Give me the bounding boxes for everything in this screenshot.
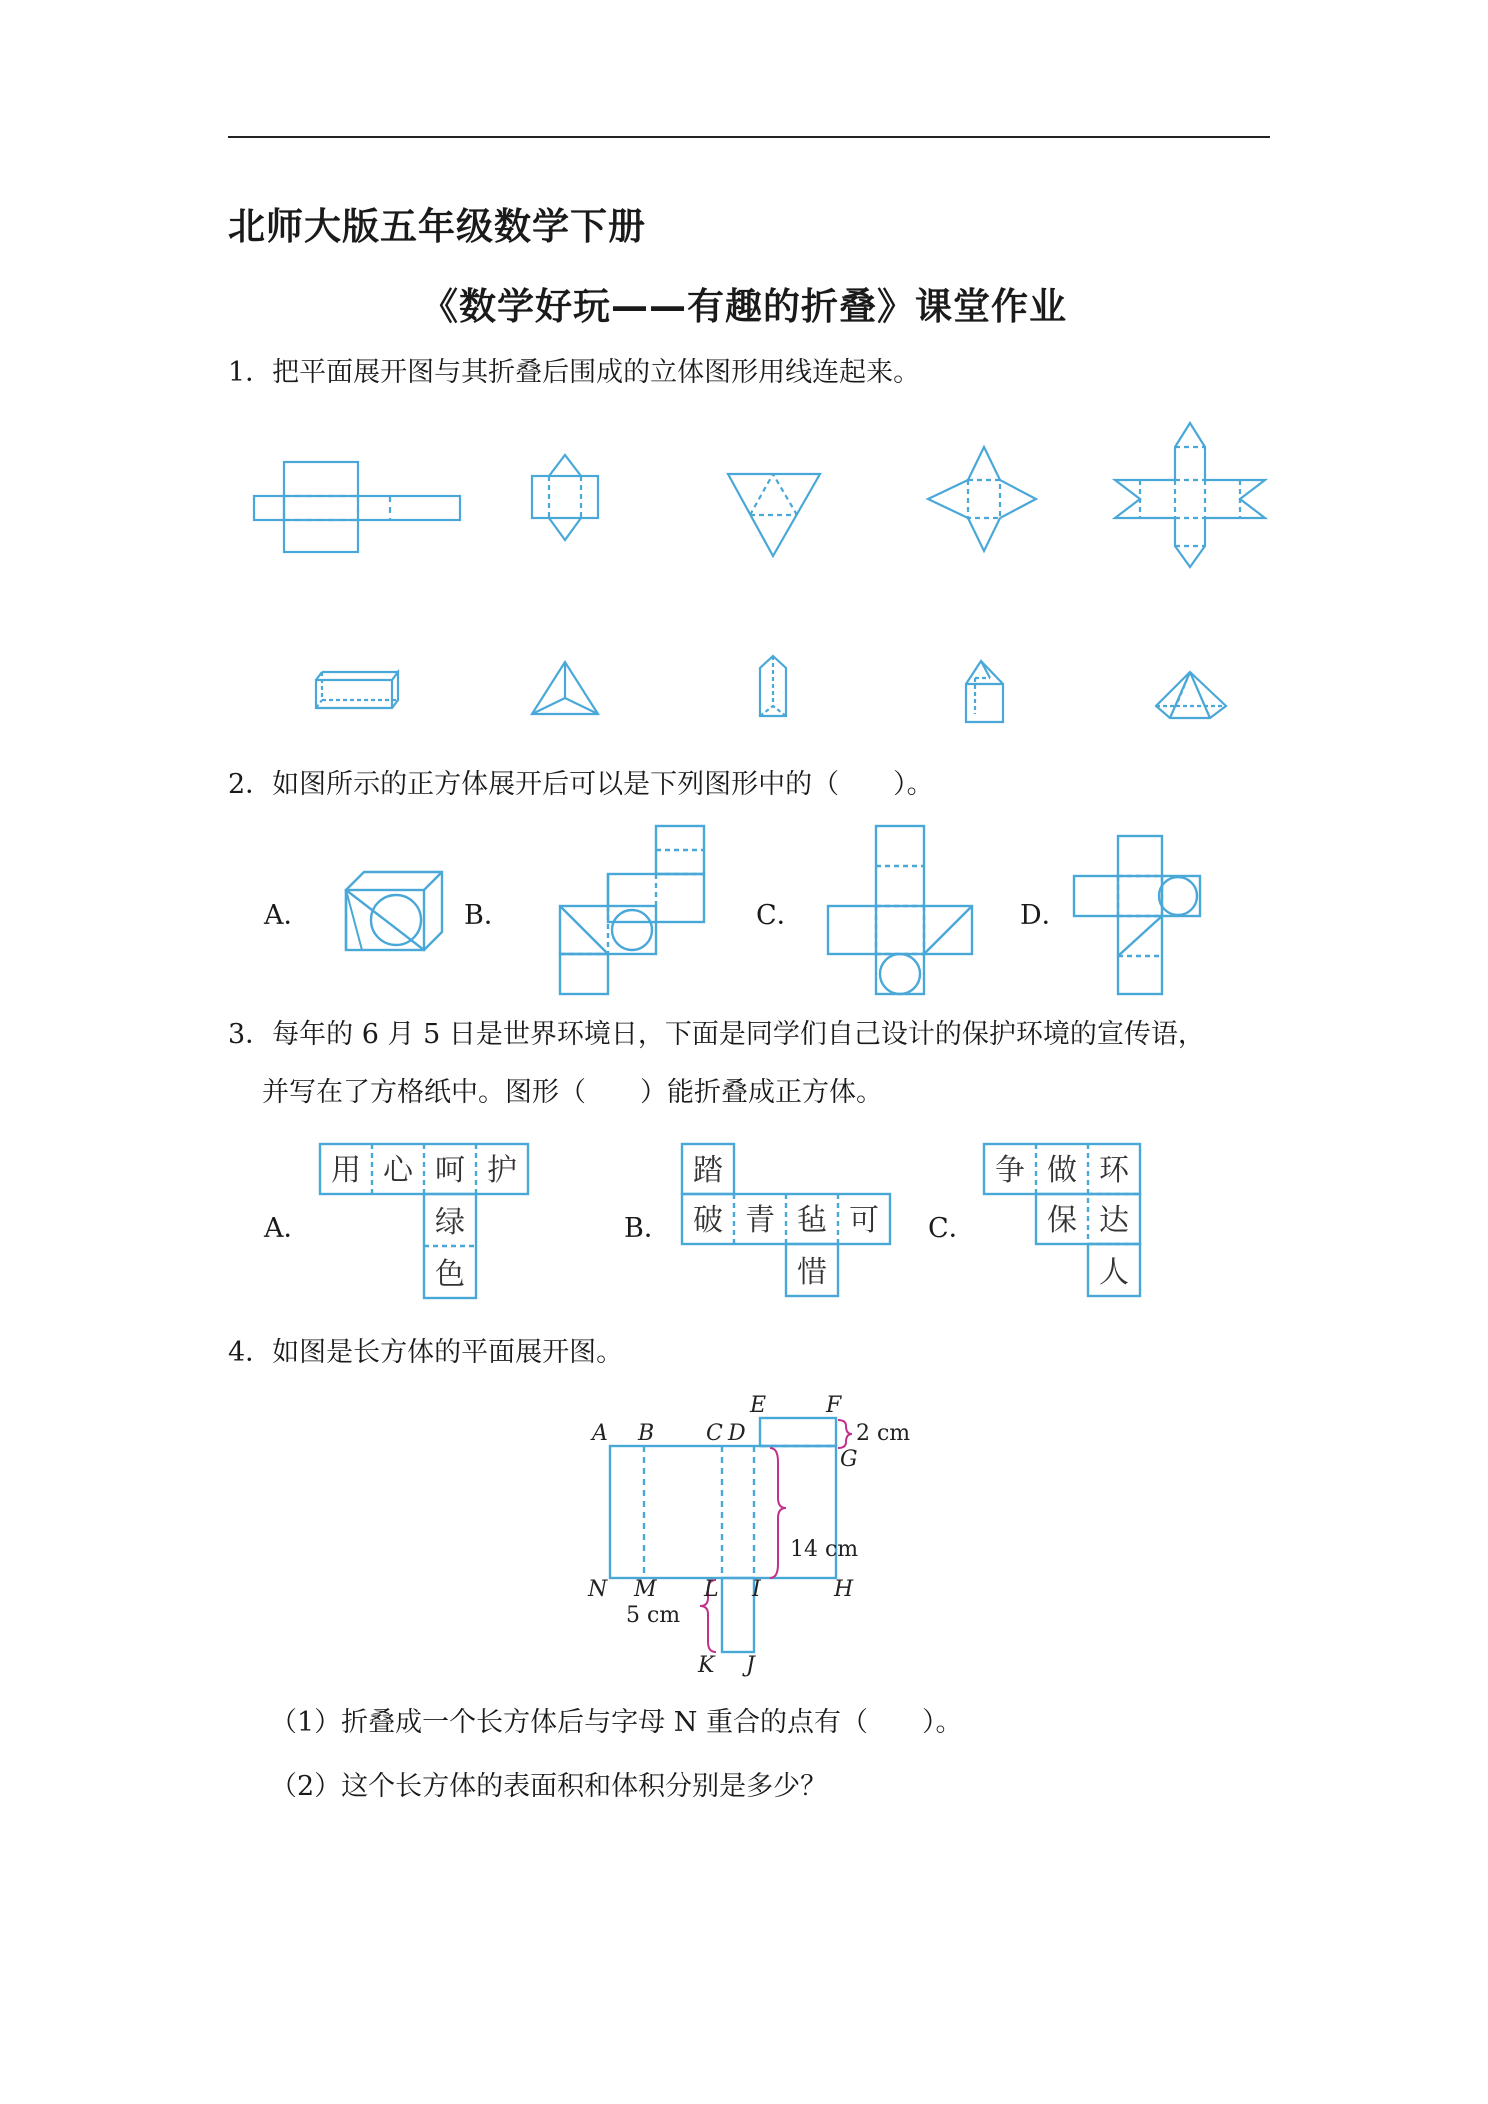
dim-2cm: 2 cm	[856, 1421, 911, 1446]
grid-b-cell: 可	[849, 1203, 879, 1238]
grid-c-cell: 保	[1047, 1203, 1077, 1238]
label-j: J	[746, 1653, 755, 1678]
label-a: A	[592, 1421, 608, 1446]
grid-a-cell: 心	[383, 1153, 413, 1188]
grid-b-cell: 破	[693, 1203, 723, 1238]
grid-b-cell: 毡	[797, 1203, 827, 1238]
label-b: B	[638, 1421, 655, 1446]
question-2-text: 2．如图所示的正方体展开后可以是下列图形中的（ ）。	[228, 769, 934, 800]
grid-c-cell: 争	[995, 1153, 1025, 1188]
page-title: 北师大版五年级数学下册	[228, 205, 646, 248]
page-subtitle: 《数学好玩——有趣的折叠》课堂作业	[421, 285, 1067, 328]
question-3-line2: 并写在了方格纸中。图形（ ）能折叠成正方体。	[262, 1077, 883, 1108]
grid-a-cell: 绿	[435, 1205, 465, 1240]
q2-option-c[interactable]: C．	[756, 900, 804, 931]
grid-c-cell: 环	[1099, 1153, 1129, 1188]
label-l: L	[704, 1577, 719, 1602]
grid-c-cell: 达	[1099, 1203, 1129, 1238]
grid-b-cell: 青	[745, 1203, 775, 1238]
grid-a-cell: 护	[487, 1153, 517, 1188]
label-i: I	[752, 1577, 761, 1602]
label-m: M	[634, 1577, 657, 1602]
grid-b-cell: 踏	[693, 1153, 723, 1188]
label-h: H	[834, 1577, 854, 1602]
label-n: N	[588, 1577, 608, 1602]
question-3-line1: 3．每年的 6 月 5 日是世界环境日，下面是同学们自己设计的保护环境的宣传语，	[228, 1019, 1205, 1050]
q2-option-b[interactable]: B．	[464, 900, 511, 931]
grid-a-cell: 用	[331, 1153, 361, 1188]
label-k: K	[698, 1653, 715, 1678]
q3-option-b[interactable]: B．	[624, 1213, 671, 1244]
grid-a-cell: 色	[435, 1257, 465, 1292]
question-4-sub1: （1）折叠成一个长方体后与字母 N 重合的点有（ ）。	[270, 1707, 963, 1738]
label-g: G	[840, 1447, 858, 1472]
q3-option-a[interactable]: A．	[264, 1213, 311, 1244]
grid-b-cell: 惜	[797, 1255, 827, 1290]
question-4-sub2: （2）这个长方体的表面积和体积分别是多少？	[270, 1771, 828, 1802]
question-4-text: 4．如图是长方体的平面展开图。	[228, 1337, 624, 1368]
label-c: C	[706, 1421, 723, 1446]
grid-c-cell: 人	[1099, 1255, 1129, 1290]
label-f: F	[826, 1393, 842, 1418]
label-d: D	[728, 1421, 746, 1446]
grid-c-cell: 做	[1047, 1153, 1077, 1188]
q3-option-c[interactable]: C．	[928, 1213, 976, 1244]
question-1-text: 1．把平面展开图与其折叠后围成的立体图形用线连起来。	[228, 357, 921, 388]
dim-14cm: 14 cm	[790, 1537, 859, 1562]
dim-5cm: 5 cm	[626, 1603, 681, 1628]
q2-option-d[interactable]: D．	[1020, 900, 1069, 931]
grid-a-cell: 呵	[435, 1153, 465, 1188]
label-e: E	[750, 1393, 767, 1418]
q2-option-a[interactable]: A．	[264, 900, 311, 931]
